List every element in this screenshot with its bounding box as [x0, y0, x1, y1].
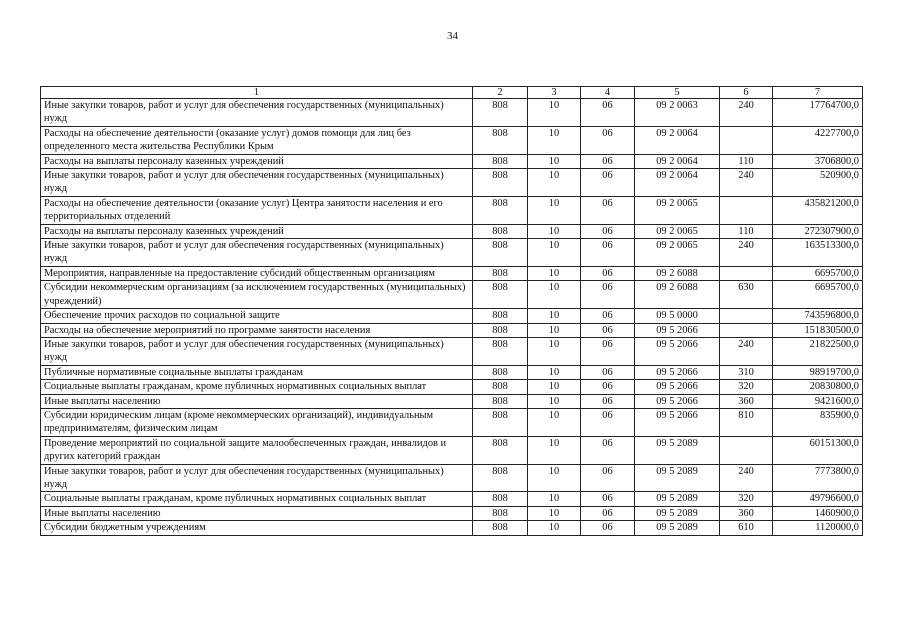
row-name-cell: Мероприятия, направленные на предоставление субсидий общественным организациям: [41, 266, 473, 280]
row-amount-cell: 835900,0: [773, 408, 863, 436]
table-row: [41, 309, 863, 323]
table-row: [41, 196, 863, 224]
row-amount-cell: 6695700,0: [773, 266, 863, 280]
table-row: [41, 224, 863, 238]
row-name-cell: Расходы на обеспечение мероприятий по программе занятости населения: [41, 323, 473, 337]
table-row: [41, 408, 863, 436]
row-ved-cell: 808: [473, 99, 528, 127]
table-row: [41, 323, 863, 337]
row-subsection-cell: 06: [581, 169, 635, 197]
row-amount-cell: 9421600,0: [773, 394, 863, 408]
row-expense-type-cell: 360: [720, 394, 773, 408]
row-section-cell: 10: [528, 365, 581, 379]
row-target-article-cell: 09 2 6088: [635, 281, 720, 309]
table-row: [41, 266, 863, 280]
row-ved-cell: 808: [473, 169, 528, 197]
row-target-article-cell: 09 5 2089: [635, 521, 720, 535]
row-section-cell: 10: [528, 196, 581, 224]
row-section-cell: 10: [528, 309, 581, 323]
row-ved-cell: 808: [473, 309, 528, 323]
row-name-cell: Субсидии некоммерческим организациям (за исключением государственных (муниципальных) учреждений): [41, 281, 473, 309]
row-target-article-cell: 09 5 2066: [635, 408, 720, 436]
row-section-cell: 10: [528, 266, 581, 280]
row-amount-cell: 272307900,0: [773, 224, 863, 238]
row-target-article-cell: 09 2 6088: [635, 266, 720, 280]
row-section-cell: 10: [528, 224, 581, 238]
table-row: [41, 492, 863, 506]
row-name-cell: Субсидии юридическим лицам (кроме некоммерческих организаций), индивидуальным предпринимателям, физическим лицам: [41, 408, 473, 436]
row-ved-cell: 808: [473, 224, 528, 238]
row-section-cell: 10: [528, 99, 581, 127]
header-col-4: 4: [581, 87, 635, 99]
row-expense-type-cell: 360: [720, 506, 773, 520]
row-amount-cell: 17764700,0: [773, 99, 863, 127]
row-name-cell: Расходы на выплаты персоналу казенных учреждений: [41, 154, 473, 168]
row-ved-cell: 808: [473, 323, 528, 337]
row-amount-cell: 98919700,0: [773, 365, 863, 379]
row-subsection-cell: 06: [581, 281, 635, 309]
row-subsection-cell: 06: [581, 394, 635, 408]
table-body: [41, 99, 863, 536]
row-expense-type-cell: 240: [720, 337, 773, 365]
row-name-cell: Социальные выплаты гражданам, кроме публичных нормативных социальных выплат: [41, 380, 473, 394]
row-expense-type-cell: 240: [720, 99, 773, 127]
row-subsection-cell: 06: [581, 436, 635, 464]
row-target-article-cell: 09 2 0064: [635, 169, 720, 197]
row-ved-cell: 808: [473, 380, 528, 394]
row-name-cell: Иные выплаты населению: [41, 506, 473, 520]
row-name-cell: Иные закупки товаров, работ и услуг для обеспечения государственных (муниципальных) нужд: [41, 239, 473, 267]
table-row: [41, 169, 863, 197]
row-subsection-cell: 06: [581, 266, 635, 280]
table-row: [41, 281, 863, 309]
row-target-article-cell: 09 2 0064: [635, 154, 720, 168]
row-subsection-cell: 06: [581, 365, 635, 379]
row-name-cell: Субсидии бюджетным учреждениям: [41, 521, 473, 535]
row-ved-cell: 808: [473, 408, 528, 436]
row-section-cell: 10: [528, 436, 581, 464]
row-target-article-cell: 09 2 0065: [635, 224, 720, 238]
row-expense-type-cell: 110: [720, 154, 773, 168]
row-expense-type-cell: [720, 196, 773, 224]
table-row: [41, 365, 863, 379]
row-target-article-cell: 09 5 2066: [635, 323, 720, 337]
row-expense-type-cell: 240: [720, 169, 773, 197]
row-name-cell: Иные закупки товаров, работ и услуг для обеспечения государственных (муниципальных) нужд: [41, 99, 473, 127]
row-expense-type-cell: 610: [720, 521, 773, 535]
row-target-article-cell: 09 5 2066: [635, 380, 720, 394]
header-col-2: 2: [473, 87, 528, 99]
row-ved-cell: 808: [473, 492, 528, 506]
row-target-article-cell: 09 5 2089: [635, 492, 720, 506]
row-name-cell: Социальные выплаты гражданам, кроме публичных нормативных социальных выплат: [41, 492, 473, 506]
row-section-cell: 10: [528, 126, 581, 154]
row-name-cell: Расходы на выплаты персоналу казенных учреждений: [41, 224, 473, 238]
row-ved-cell: 808: [473, 365, 528, 379]
row-expense-type-cell: [720, 436, 773, 464]
table-row: [41, 464, 863, 492]
row-amount-cell: 435821200,0: [773, 196, 863, 224]
row-subsection-cell: 06: [581, 239, 635, 267]
row-ved-cell: 808: [473, 506, 528, 520]
row-name-cell: Иные выплаты населению: [41, 394, 473, 408]
row-target-article-cell: 09 2 0065: [635, 239, 720, 267]
row-section-cell: 10: [528, 337, 581, 365]
row-ved-cell: 808: [473, 196, 528, 224]
row-subsection-cell: 06: [581, 408, 635, 436]
row-ved-cell: 808: [473, 436, 528, 464]
row-subsection-cell: 06: [581, 506, 635, 520]
table-row: [41, 126, 863, 154]
row-amount-cell: 163513300,0: [773, 239, 863, 267]
row-subsection-cell: 06: [581, 196, 635, 224]
row-name-cell: Обеспечение прочих расходов по социальной защите: [41, 309, 473, 323]
row-ved-cell: 808: [473, 521, 528, 535]
row-amount-cell: 1460900,0: [773, 506, 863, 520]
row-expense-type-cell: 310: [720, 365, 773, 379]
row-name-cell: Иные закупки товаров, работ и услуг для обеспечения государственных (муниципальных) нужд: [41, 337, 473, 365]
row-target-article-cell: 09 2 0065: [635, 196, 720, 224]
row-section-cell: 10: [528, 154, 581, 168]
budget-table: [40, 86, 863, 536]
row-amount-cell: 21822500,0: [773, 337, 863, 365]
row-expense-type-cell: [720, 126, 773, 154]
row-ved-cell: 808: [473, 281, 528, 309]
header-col-6: 6: [720, 87, 773, 99]
row-name-cell: Расходы на обеспечение деятельности (оказание услуг) Центра занятости населения и его территориальных отделений: [41, 196, 473, 224]
row-section-cell: 10: [528, 521, 581, 535]
row-subsection-cell: 06: [581, 464, 635, 492]
row-target-article-cell: 09 5 2089: [635, 464, 720, 492]
row-amount-cell: 743596800,0: [773, 309, 863, 323]
table-row: [41, 506, 863, 520]
row-amount-cell: 1120000,0: [773, 521, 863, 535]
row-target-article-cell: 09 5 2089: [635, 436, 720, 464]
row-subsection-cell: 06: [581, 99, 635, 127]
row-ved-cell: 808: [473, 464, 528, 492]
row-subsection-cell: 06: [581, 323, 635, 337]
row-expense-type-cell: [720, 323, 773, 337]
row-expense-type-cell: 110: [720, 224, 773, 238]
row-subsection-cell: 06: [581, 224, 635, 238]
table-row: [41, 99, 863, 127]
table-row: [41, 337, 863, 365]
row-expense-type-cell: 630: [720, 281, 773, 309]
row-section-cell: 10: [528, 506, 581, 520]
row-ved-cell: 808: [473, 239, 528, 267]
row-subsection-cell: 06: [581, 492, 635, 506]
row-amount-cell: 4227700,0: [773, 126, 863, 154]
row-target-article-cell: 09 5 2066: [635, 337, 720, 365]
header-col-5: 5: [635, 87, 720, 99]
row-ved-cell: 808: [473, 337, 528, 365]
page-number: 34: [447, 30, 458, 42]
table-row: [41, 380, 863, 394]
row-target-article-cell: 09 5 0000: [635, 309, 720, 323]
row-target-article-cell: 09 5 2066: [635, 394, 720, 408]
row-expense-type-cell: 320: [720, 380, 773, 394]
header-col-3: 3: [528, 87, 581, 99]
row-ved-cell: 808: [473, 266, 528, 280]
row-section-cell: 10: [528, 380, 581, 394]
row-subsection-cell: 06: [581, 380, 635, 394]
table-row: [41, 436, 863, 464]
row-section-cell: 10: [528, 281, 581, 309]
row-expense-type-cell: [720, 266, 773, 280]
row-amount-cell: 49796600,0: [773, 492, 863, 506]
row-section-cell: 10: [528, 239, 581, 267]
row-ved-cell: 808: [473, 126, 528, 154]
row-amount-cell: 520900,0: [773, 169, 863, 197]
row-name-cell: Иные закупки товаров, работ и услуг для обеспечения государственных (муниципальных) нужд: [41, 464, 473, 492]
header-row: [41, 87, 863, 99]
row-name-cell: Публичные нормативные социальные выплаты гражданам: [41, 365, 473, 379]
row-section-cell: 10: [528, 323, 581, 337]
header-col-7: 7: [773, 87, 863, 99]
row-target-article-cell: 09 2 0064: [635, 126, 720, 154]
row-subsection-cell: 06: [581, 337, 635, 365]
row-amount-cell: 3706800,0: [773, 154, 863, 168]
row-amount-cell: 151830500,0: [773, 323, 863, 337]
row-subsection-cell: 06: [581, 154, 635, 168]
row-target-article-cell: 09 5 2089: [635, 506, 720, 520]
row-subsection-cell: 06: [581, 309, 635, 323]
row-section-cell: 10: [528, 394, 581, 408]
row-subsection-cell: 06: [581, 126, 635, 154]
row-amount-cell: 60151300,0: [773, 436, 863, 464]
row-name-cell: Расходы на обеспечение деятельности (оказание услуг) домов помощи для лиц без определенного места жительства Республики Крым: [41, 126, 473, 154]
row-amount-cell: 20830800,0: [773, 380, 863, 394]
row-amount-cell: 7773800,0: [773, 464, 863, 492]
row-amount-cell: 6695700,0: [773, 281, 863, 309]
row-expense-type-cell: [720, 309, 773, 323]
row-subsection-cell: 06: [581, 521, 635, 535]
table-row: [41, 521, 863, 535]
row-expense-type-cell: 240: [720, 464, 773, 492]
row-section-cell: 10: [528, 169, 581, 197]
row-section-cell: 10: [528, 492, 581, 506]
table-row: [41, 394, 863, 408]
row-ved-cell: 808: [473, 154, 528, 168]
row-ved-cell: 808: [473, 394, 528, 408]
row-expense-type-cell: 320: [720, 492, 773, 506]
row-name-cell: Иные закупки товаров, работ и услуг для обеспечения государственных (муниципальных) нужд: [41, 169, 473, 197]
row-name-cell: Проведение мероприятий по социальной защите малообеспеченных граждан, инвалидов и других категорий граждан: [41, 436, 473, 464]
row-section-cell: 10: [528, 464, 581, 492]
header-col-1: 1: [41, 87, 473, 99]
row-target-article-cell: 09 2 0063: [635, 99, 720, 127]
row-expense-type-cell: 240: [720, 239, 773, 267]
row-target-article-cell: 09 5 2066: [635, 365, 720, 379]
row-expense-type-cell: 810: [720, 408, 773, 436]
table-row: [41, 239, 863, 267]
row-section-cell: 10: [528, 408, 581, 436]
table-row: [41, 154, 863, 168]
